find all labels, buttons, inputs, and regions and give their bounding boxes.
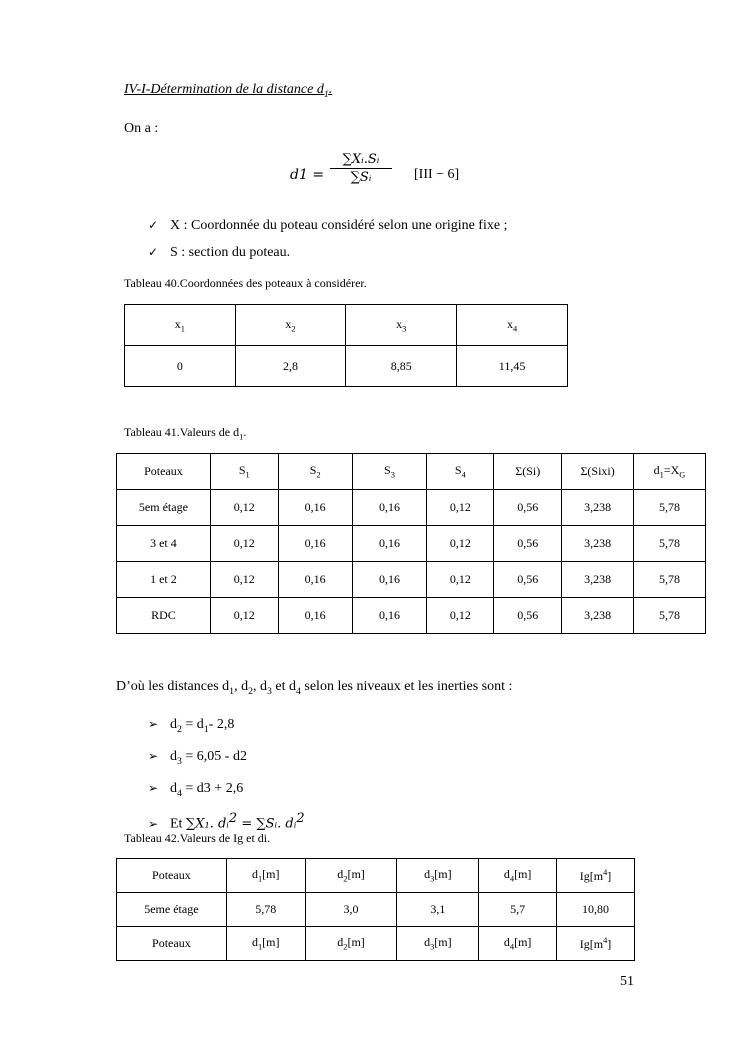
table-header-cell: $d_1=X_G$ [634, 454, 706, 490]
table-header-row [125, 305, 568, 346]
distance-formulas-list [148, 711, 305, 838]
table-cell: 0 [125, 346, 236, 387]
checkmark-icon: ✓ [148, 218, 159, 232]
table-cell: 1 et 2 [117, 562, 211, 598]
checkmark-icon: ✓ [148, 245, 159, 259]
arrow-bullet-icon: ➢ [148, 780, 159, 795]
table-cell: 5,78 [226, 893, 305, 927]
table-cell: 0,12 [427, 526, 494, 562]
table-row [117, 893, 635, 927]
table-cell: 5,78 [634, 598, 706, 634]
table-cell: 0,16 [352, 562, 427, 598]
table-header-cell: $x_4$ [457, 305, 568, 346]
table-header-cell: $x_2$ [235, 305, 346, 346]
list-item: ➢ $d_2 = d_1-$ 2,8 [148, 711, 305, 743]
table-cell: 0,56 [494, 562, 562, 598]
arrow-bullet-icon: ➢ [148, 717, 159, 731]
table-cell: 0,16 [352, 490, 427, 526]
table-header-cell: $d_2[m]$ [305, 859, 397, 893]
table41-caption: Tableau 41.Valeurs de $d_1$. [124, 425, 247, 442]
table-cell: 0,12 [210, 490, 278, 526]
formula-reference: [III − 6] [414, 167, 460, 182]
table-header-cell: Σ(Sixi) [562, 454, 634, 490]
table-header-cell: Poteaux [117, 454, 211, 490]
table-header-cell: $x_3$ [346, 305, 457, 346]
formula-fraction [330, 152, 392, 185]
table-row [125, 346, 568, 387]
table-header-cell: $d_3[m]$ [397, 927, 479, 961]
definition-list [148, 212, 507, 266]
table-header-cell: $x_1$ [125, 305, 236, 346]
table-cell: 3,238 [562, 526, 634, 562]
table-cell: 0,12 [427, 562, 494, 598]
table-cell: 0,12 [427, 598, 494, 634]
table42-caption: Tableau 42.Valeurs de Ig et di. [124, 831, 271, 845]
table-cell: 0,16 [352, 526, 427, 562]
table-cell: 3,1 [397, 893, 479, 927]
table-header-cell: $d_1[m]$ [226, 859, 305, 893]
table-header-row [117, 927, 635, 961]
table-header-cell: $Ig[m^4]$ [557, 927, 635, 961]
table-header-cell: Poteaux [117, 927, 227, 961]
distances-intro: D’où les distances $d_1$, $d_2$, $d_3$ et $d_4$ selon les niveaux et les inerties sont : [116, 679, 513, 697]
table-header-cell: $S_2$ [278, 454, 352, 490]
table-cell: 5,78 [634, 490, 706, 526]
list-item: ➢ $d_4 = d3 + 2,6$ [148, 775, 305, 807]
table-header-cell: $d_3[m]$ [397, 859, 479, 893]
table-row [117, 526, 706, 562]
table-cell: 5em étage [117, 490, 211, 526]
section-title: IV-I-Détermination de la distance $d_1$. [124, 82, 333, 100]
table-header-cell: $S_4$ [427, 454, 494, 490]
table-cell: 0,12 [210, 598, 278, 634]
table-header-cell: $d_4[m]$ [479, 859, 557, 893]
table-header-cell: Poteaux [117, 859, 227, 893]
table-cell: 10,80 [557, 893, 635, 927]
table-cell: 0,16 [278, 490, 352, 526]
table-cell: 0,56 [494, 598, 562, 634]
table-cell: 0,16 [278, 526, 352, 562]
formula-d1 [290, 152, 490, 198]
definition-item: ✓ X : Coordonnée du poteau considéré selon une origine fixe ; [148, 212, 507, 239]
table-header-row [117, 454, 706, 490]
table-cell: 3 et 4 [117, 526, 211, 562]
table-cell: RDC [117, 598, 211, 634]
table-cell: 0,16 [278, 598, 352, 634]
table-row [117, 490, 706, 526]
arrow-bullet-icon: ➢ [148, 748, 159, 763]
table-cell: 2,8 [235, 346, 346, 387]
definition-item: ✓ S : section du poteau. [148, 239, 507, 266]
table-cell: 11,45 [457, 346, 568, 387]
table-cell: 3,0 [305, 893, 397, 927]
table-cell: 5,78 [634, 526, 706, 562]
page-number: 51 [620, 974, 634, 989]
table-cell: 5,7 [479, 893, 557, 927]
table-row [117, 598, 706, 634]
table-header-cell: Σ(Si) [494, 454, 562, 490]
table40-coordinates [124, 304, 568, 387]
list-item: ➢ Et ∑X₁. dᵢ$^2$ = ∑Sᵢ. dᵢ$^2$ [148, 806, 305, 838]
table-header-cell: $d_2[m]$ [305, 927, 397, 961]
table40-caption: Tableau 40.Coordonnées des poteaux à considérer. [124, 276, 367, 290]
table-header-cell: $S_3$ [352, 454, 427, 490]
intro-text: On a : [124, 121, 159, 136]
list-item: ➢ $d_3 = 6,05 - d2$ [148, 743, 305, 775]
table-cell: 5eme étage [117, 893, 227, 927]
table-cell: 0,12 [210, 526, 278, 562]
table-header-cell: $d_4[m]$ [479, 927, 557, 961]
table-cell: 0,56 [494, 526, 562, 562]
arrow-bullet-icon: ➢ [148, 817, 159, 832]
table-header-cell: $d_1[m]$ [226, 927, 305, 961]
formula-numerator: ∑Xᵢ.Sᵢ [330, 152, 392, 169]
formula-denominator: ∑Sᵢ [350, 170, 372, 185]
table-cell: 0,56 [494, 490, 562, 526]
table-cell: 5,78 [634, 562, 706, 598]
table-header-cell: $S_1$ [210, 454, 278, 490]
table-cell: 3,238 [562, 562, 634, 598]
table41-d1-values [116, 453, 706, 634]
table-cell: 0,16 [352, 598, 427, 634]
table-row [117, 562, 706, 598]
table-cell: 3,238 [562, 490, 634, 526]
table42-ig-di-values [116, 858, 635, 961]
table-cell: 3,238 [562, 598, 634, 634]
table-cell: 8,85 [346, 346, 457, 387]
table-header-row [117, 859, 635, 893]
formula-lhs: d1 = [290, 167, 325, 183]
table-cell: 0,12 [427, 490, 494, 526]
table-cell: 0,16 [278, 562, 352, 598]
table-header-cell: $Ig[m^4]$ [557, 859, 635, 893]
table-cell: 0,12 [210, 562, 278, 598]
